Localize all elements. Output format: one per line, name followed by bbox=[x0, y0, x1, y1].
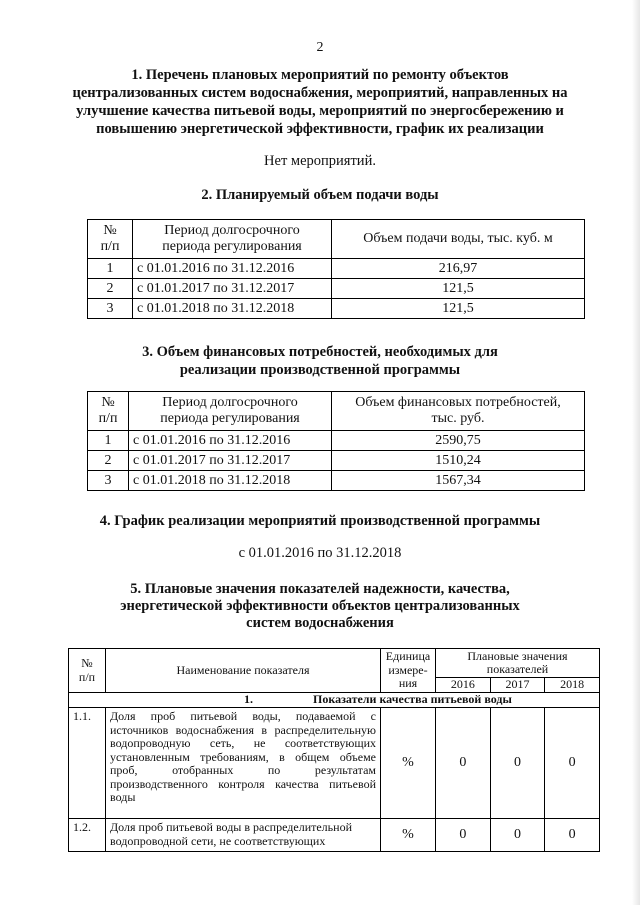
scan-edge-shadow bbox=[632, 0, 640, 905]
header-num: № п/п bbox=[88, 392, 129, 431]
row-value: 216,97 bbox=[332, 259, 585, 279]
row-num: 3 bbox=[88, 471, 129, 491]
row-period: с 01.01.2016 по 31.12.2016 bbox=[129, 431, 332, 451]
section1-title-line: централизованных систем водоснабжения, мероприятий, направленных на bbox=[72, 85, 568, 101]
row-value: 121,5 bbox=[332, 279, 585, 299]
row-value: 1510,24 bbox=[332, 451, 585, 471]
header-year: 2016 bbox=[436, 678, 491, 693]
section4-title: 4. График реализации мероприятий производственной программы bbox=[99, 513, 541, 529]
row-value-2017: 0 bbox=[490, 819, 545, 852]
section1-title-line: улучшение качества питьевой воды, мероприятий по энергосбережению и bbox=[76, 103, 564, 119]
page-number: 2 bbox=[316, 40, 324, 55]
group-row bbox=[69, 693, 600, 708]
header-num: № п/п bbox=[88, 220, 133, 259]
row-num: 1.1. bbox=[69, 708, 106, 819]
row-num: 1 bbox=[88, 431, 129, 451]
group-num: 1. bbox=[244, 692, 253, 707]
section2-title: 2. Планируемый объем подачи воды bbox=[201, 187, 439, 203]
row-unit: % bbox=[381, 708, 436, 819]
section5-title-line: 5. Плановые значения показателей надежности, качества, bbox=[130, 581, 510, 597]
table-row bbox=[88, 471, 585, 491]
section1-note: Нет мероприятий. bbox=[264, 153, 376, 169]
table-row bbox=[69, 708, 600, 819]
table-row bbox=[88, 451, 585, 471]
table-header-row bbox=[69, 649, 600, 678]
header-year: 2017 bbox=[490, 678, 545, 693]
supply-volume-table bbox=[87, 219, 585, 319]
section1-title bbox=[0, 66, 640, 138]
section5-title bbox=[0, 581, 640, 632]
row-value: 121,5 bbox=[332, 299, 585, 319]
header-year: 2018 bbox=[545, 678, 600, 693]
header-value: Объем подачи воды, тыс. куб. м bbox=[332, 220, 585, 259]
table-row bbox=[88, 431, 585, 451]
section1-title-line: 1. Перечень плановых мероприятий по ремонту объектов bbox=[131, 67, 509, 83]
row-num: 2 bbox=[88, 279, 133, 299]
header-period: Период долгосрочного периода регулирования bbox=[129, 392, 332, 431]
row-name: Доля проб питьевой воды в распределительной водопроводной сети, не соответствующих bbox=[106, 819, 381, 852]
row-value: 1567,34 bbox=[332, 471, 585, 491]
row-num: 3 bbox=[88, 299, 133, 319]
row-value-2016: 0 bbox=[436, 819, 491, 852]
section5-title-line: энергетической эффективности объектов централизованных bbox=[120, 598, 520, 614]
row-period: с 01.01.2017 по 31.12.2017 bbox=[133, 279, 332, 299]
header-num: № п/п bbox=[69, 649, 106, 693]
row-value-2018: 0 bbox=[545, 819, 600, 852]
header-period: Период долгосрочного периода регулирования bbox=[133, 220, 332, 259]
header-value: Объем финансовых потребностей, тыс. руб. bbox=[332, 392, 585, 431]
table-row bbox=[88, 279, 585, 299]
section3-title-line: 3. Объем финансовых потребностей, необходимых для bbox=[142, 344, 498, 360]
group-title: Показатели качества питьевой воды bbox=[313, 692, 512, 707]
table-header-row bbox=[88, 220, 585, 259]
row-value-2018: 0 bbox=[545, 708, 600, 819]
section1-title-line: повышению энергетической эффективности, график их реализации bbox=[96, 121, 544, 137]
section3-title bbox=[0, 343, 640, 379]
row-period: с 01.01.2016 по 31.12.2016 bbox=[133, 259, 332, 279]
table-row bbox=[88, 299, 585, 319]
header-planned: Плановые значения показателей bbox=[436, 649, 600, 678]
section5-title-line: систем водоснабжения bbox=[246, 615, 394, 631]
row-num: 1.2. bbox=[69, 819, 106, 852]
section4-period: с 01.01.2016 по 31.12.2018 bbox=[238, 545, 402, 561]
table-row bbox=[88, 259, 585, 279]
group-heading bbox=[69, 693, 600, 708]
section3-title-line: реализации производственной программы bbox=[179, 362, 461, 378]
row-name: Доля проб питьевой воды, подаваемой с источников водоснабжения в распределительную водопроводную сеть, не соответствующих установленным требованиям, в общем объеме проб, отобранных по результатам производственного контроля качества питьевой воды bbox=[106, 708, 381, 819]
row-period: с 01.01.2017 по 31.12.2017 bbox=[129, 451, 332, 471]
row-value: 2590,75 bbox=[332, 431, 585, 451]
table-header-row bbox=[88, 392, 585, 431]
financial-needs-table bbox=[87, 391, 585, 491]
row-value-2017: 0 bbox=[490, 708, 545, 819]
row-value-2016: 0 bbox=[436, 708, 491, 819]
row-num: 1 bbox=[88, 259, 133, 279]
row-period: с 01.01.2018 по 31.12.2018 bbox=[129, 471, 332, 491]
row-num: 2 bbox=[88, 451, 129, 471]
row-period: с 01.01.2018 по 31.12.2018 bbox=[133, 299, 332, 319]
header-name: Наименование показателя bbox=[106, 649, 381, 693]
row-unit: % bbox=[381, 819, 436, 852]
indicators-table bbox=[68, 648, 600, 852]
header-unit: Единица измере- ния bbox=[381, 649, 436, 693]
table-row bbox=[69, 819, 600, 852]
